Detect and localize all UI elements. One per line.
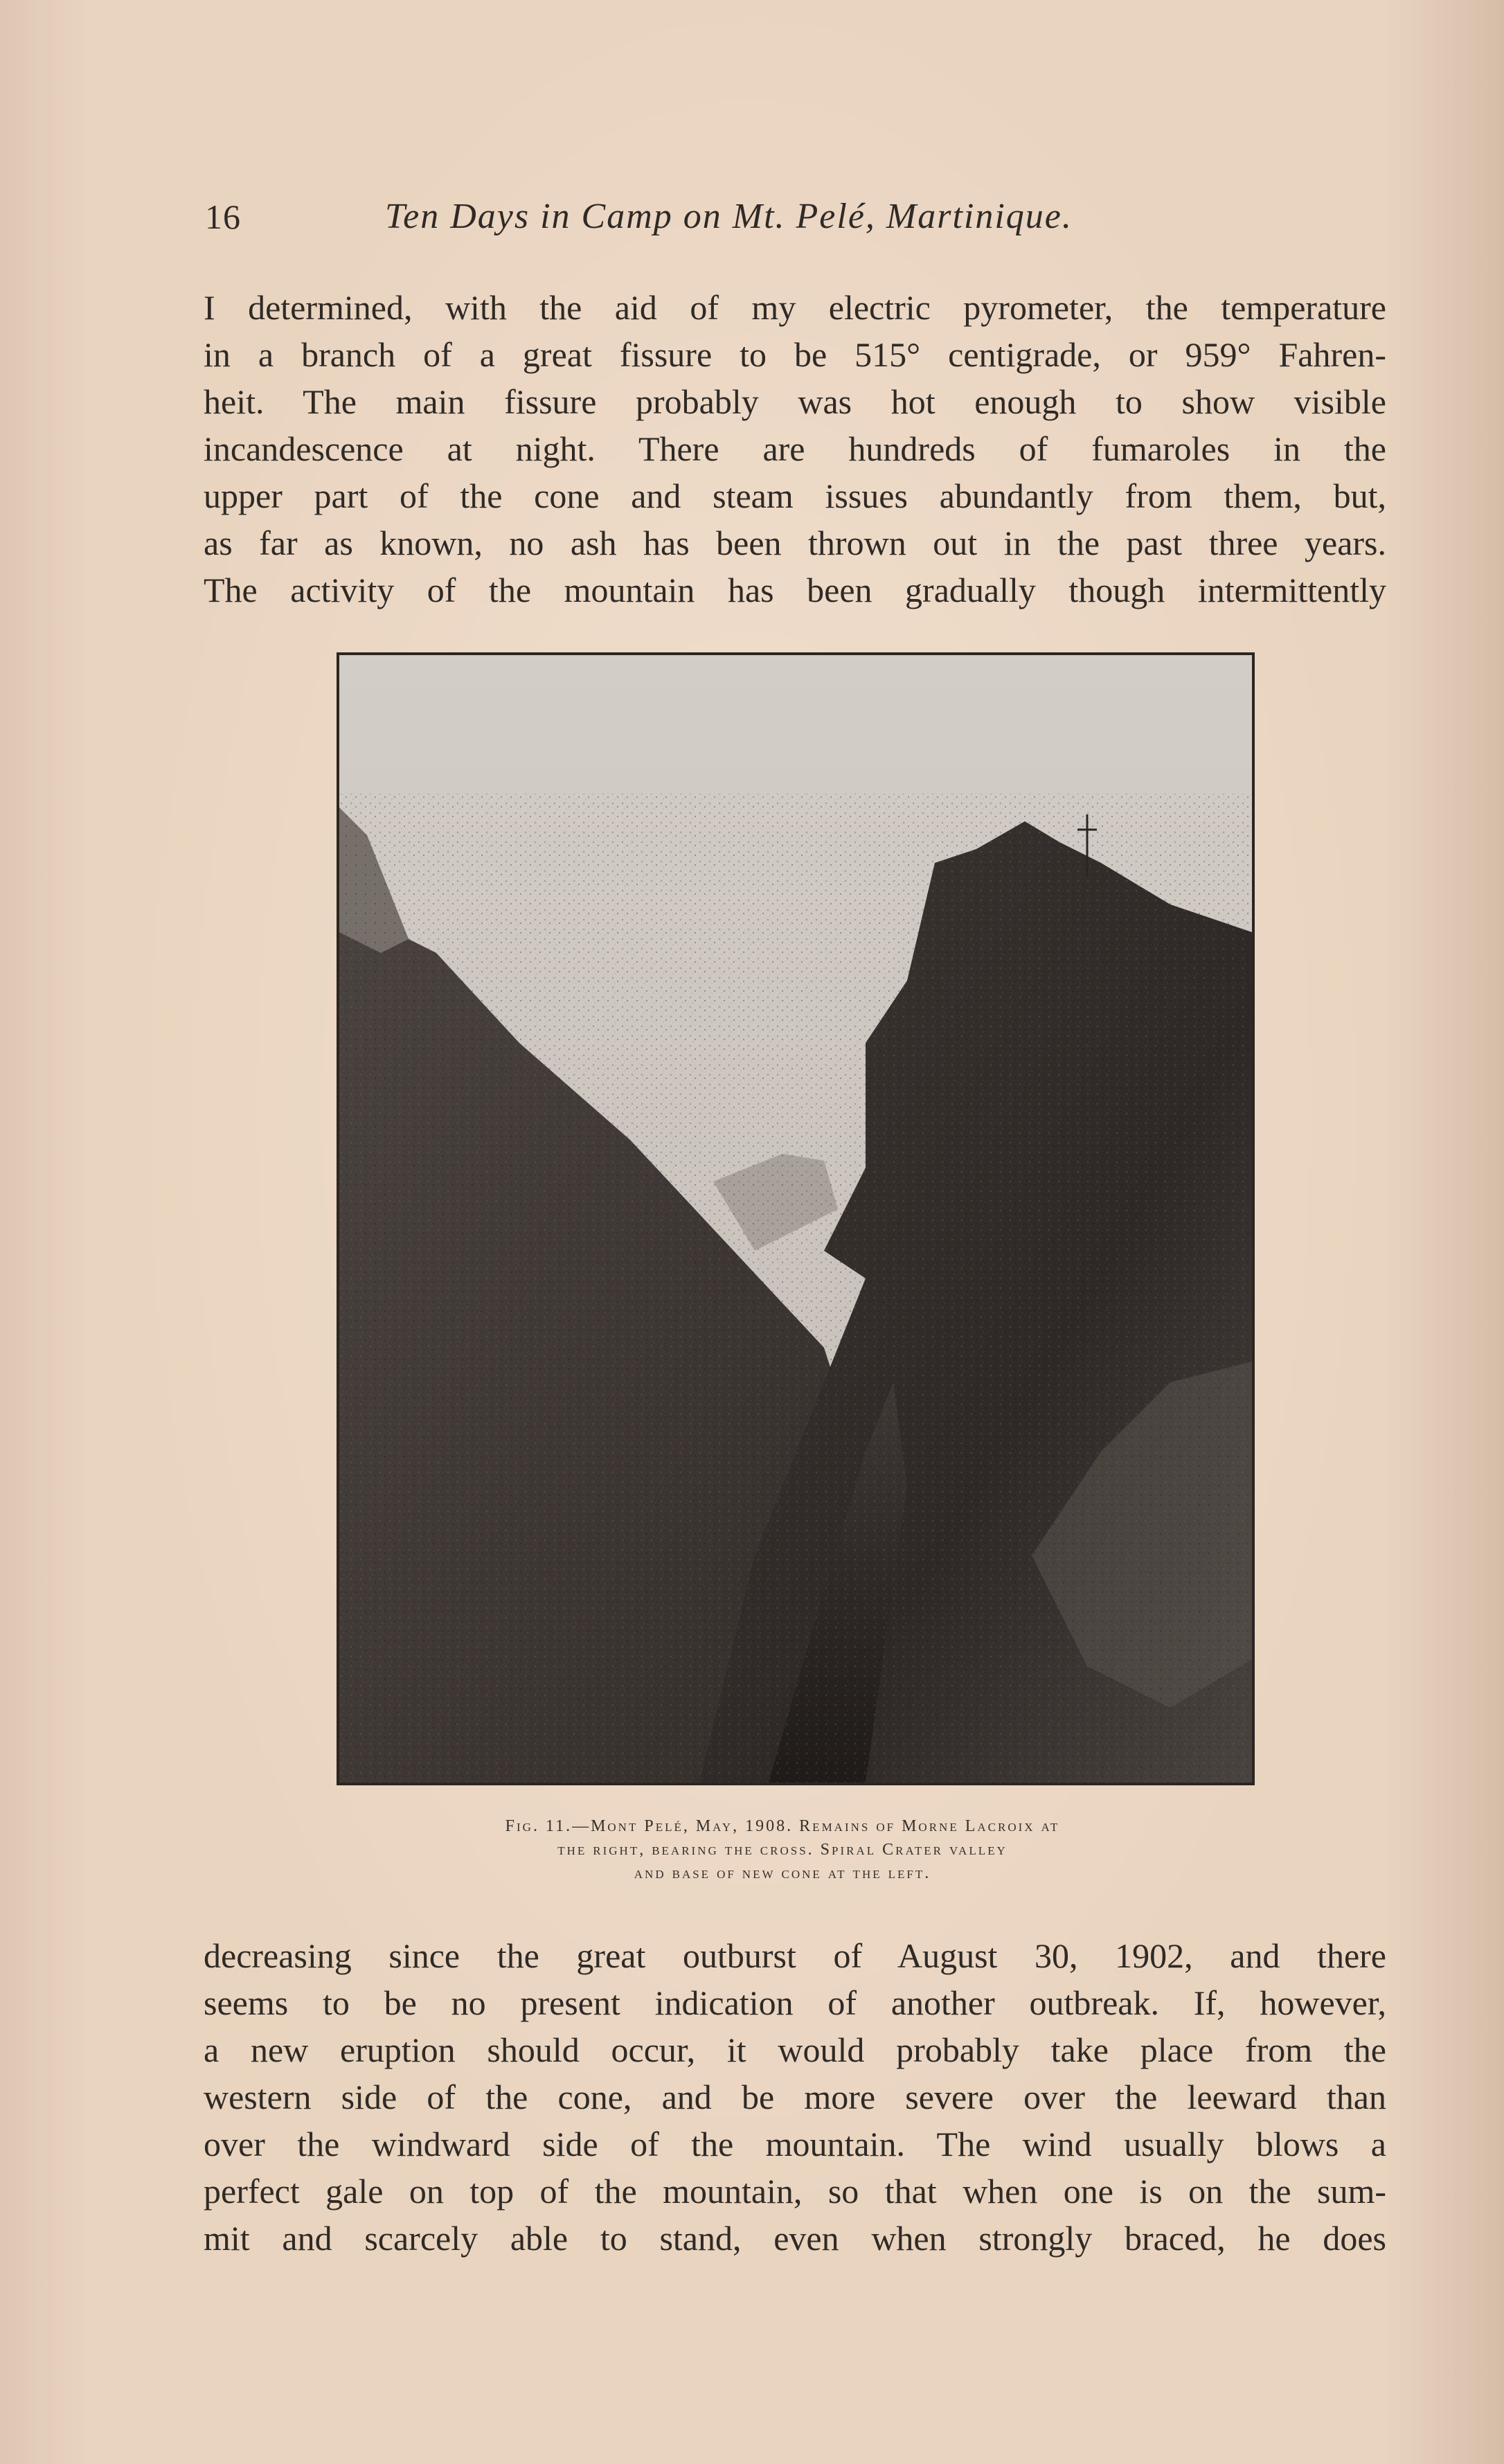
text-line: a new eruption should occur, it would probably take place from the bbox=[204, 2030, 1386, 2069]
caption-line: Fig. 11.—Mont Pelé, May, 1908. Remains of Morne Lacroix at bbox=[505, 1817, 1060, 1835]
caption-line: and base of new cone at the left. bbox=[634, 1864, 931, 1882]
running-head bbox=[205, 193, 1389, 241]
running-title: Ten Days in Camp on Mt. Pelé, Martinique. bbox=[385, 197, 1073, 236]
text-line: seems to be no present indication of another outbreak. If, however, bbox=[204, 1983, 1386, 2022]
photo-grain bbox=[339, 794, 1252, 1783]
text-line: The activity of the mountain has been gradually though intermittently bbox=[204, 571, 1386, 609]
text-line: I determined, with the aid of my electric pyrometer, the temperature bbox=[204, 288, 1386, 327]
figure-caption bbox=[277, 1814, 1288, 1885]
text-line: western side of the cone, and be more severe over the leeward than bbox=[204, 2078, 1386, 2116]
page-number: 16 bbox=[205, 197, 241, 236]
mountain-photo bbox=[339, 655, 1252, 1783]
text-line: perfect gale on top of the mountain, so that when one is on the sum- bbox=[204, 2172, 1386, 2211]
paragraph-bottom bbox=[204, 1932, 1386, 2262]
text-line: as far as known, no ash has been thrown out in the past three years. bbox=[204, 524, 1386, 562]
caption-line: the right, bearing the cross. Spiral Crater valley bbox=[557, 1841, 1008, 1859]
text-line: over the windward side of the mountain. The wind usually blows a bbox=[204, 2125, 1386, 2163]
text-line: in a branch of a great fissure to be 515° centigrade, or 959° Fahren- bbox=[204, 335, 1386, 374]
text-line: mit and scarcely able to stand, even when strongly braced, he does bbox=[204, 2219, 1386, 2258]
figure-photograph bbox=[337, 652, 1255, 1785]
paragraph-top bbox=[204, 284, 1386, 614]
text-line: decreasing since the great outburst of August 30, 1902, and there bbox=[204, 1936, 1386, 1975]
text-line: upper part of the cone and steam issues abundantly from them, but, bbox=[204, 476, 1386, 515]
text-line: heit. The main fissure probably was hot enough to show visible bbox=[204, 382, 1386, 421]
text-line: incandescence at night. There are hundreds of fumaroles in the bbox=[204, 429, 1386, 468]
